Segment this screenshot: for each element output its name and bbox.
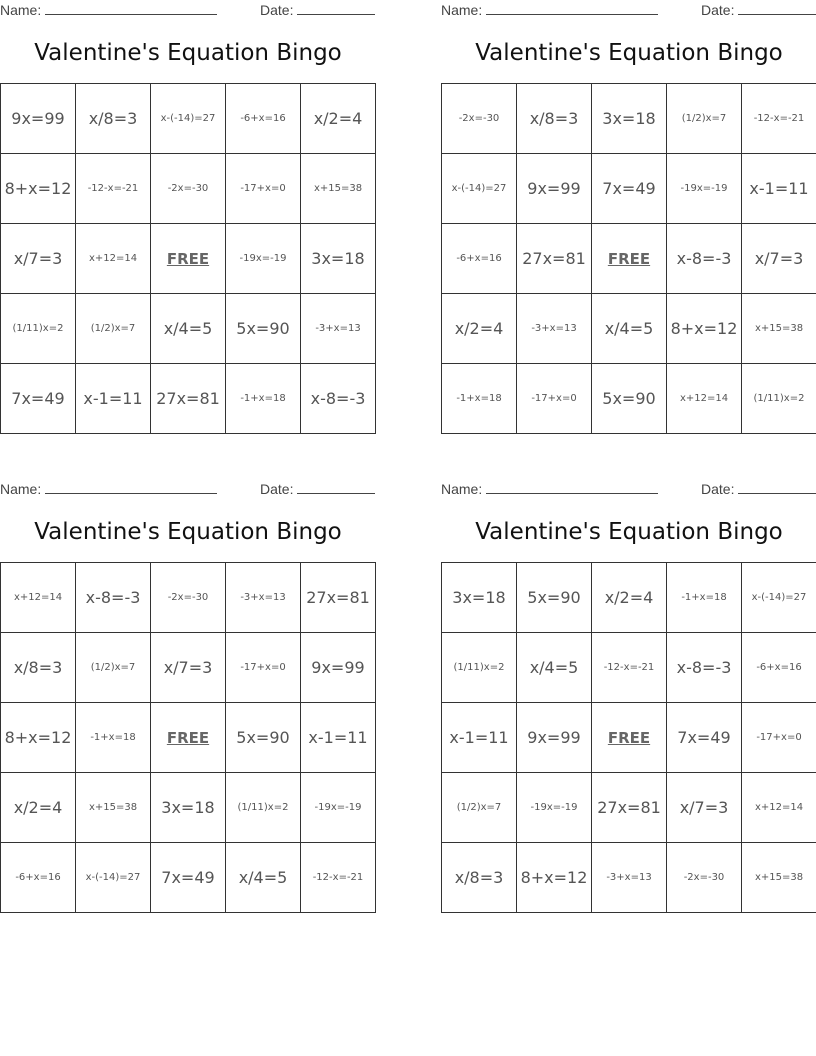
name-field [0, 481, 217, 497]
bingo-card [0, 0, 376, 440]
bingo-cell: -2x=-30 [442, 84, 517, 154]
bingo-cell: (1/2)x=7 [667, 84, 742, 154]
bingo-cell: x/4=5 [151, 294, 226, 364]
name-date-header [441, 481, 816, 499]
date-blank-line [297, 2, 375, 15]
bingo-cell: x/7=3 [151, 633, 226, 703]
bingo-cell: -3+x=13 [592, 843, 667, 913]
bingo-row [442, 294, 816, 364]
bingo-cell: (1/2)x=7 [76, 633, 151, 703]
bingo-cell: x+15=38 [301, 154, 376, 224]
bingo-row [442, 84, 816, 154]
bingo-card [441, 479, 816, 919]
name-field [441, 2, 658, 18]
date-label: Date: [701, 481, 735, 497]
bingo-cell: 9x=99 [301, 633, 376, 703]
bingo-row [1, 364, 376, 434]
date-blank-line [738, 481, 816, 494]
date-label: Date: [701, 2, 735, 18]
bingo-cell: -3+x=13 [517, 294, 592, 364]
name-label: Name: [441, 2, 483, 18]
bingo-grid [0, 83, 376, 434]
bingo-cell: x/8=3 [517, 84, 592, 154]
bingo-cell: -3+x=13 [226, 563, 301, 633]
bingo-cell: x/7=3 [1, 224, 76, 294]
bingo-row [1, 633, 376, 703]
bingo-cell: x/2=4 [592, 563, 667, 633]
bingo-cell: 3x=18 [151, 773, 226, 843]
name-date-header [441, 2, 816, 20]
bingo-row [1, 294, 376, 364]
bingo-cell: x-1=11 [76, 364, 151, 434]
bingo-cell: x-8=-3 [301, 364, 376, 434]
bingo-cell: (1/2)x=7 [442, 773, 517, 843]
bingo-row [1, 563, 376, 633]
bingo-row [442, 633, 816, 703]
bingo-cell: 8+x=12 [1, 154, 76, 224]
bingo-card [441, 0, 816, 440]
bingo-cell: -19x=-19 [517, 773, 592, 843]
bingo-cell: x-8=-3 [76, 563, 151, 633]
bingo-row [1, 843, 376, 913]
bingo-cell: -12-x=-21 [742, 84, 816, 154]
card-title: Valentine's Equation Bingo [475, 40, 783, 66]
date-field [701, 481, 816, 497]
free-space: FREE [151, 703, 226, 773]
bingo-cell: 27x=81 [517, 224, 592, 294]
bingo-cell: -1+x=18 [226, 364, 301, 434]
bingo-cell: -2x=-30 [151, 563, 226, 633]
bingo-cell: x/7=3 [667, 773, 742, 843]
date-label: Date: [260, 481, 294, 497]
bingo-cell: x/2=4 [301, 84, 376, 154]
free-space: FREE [592, 703, 667, 773]
bingo-cell: 8+x=12 [1, 703, 76, 773]
card-title: Valentine's Equation Bingo [34, 40, 342, 66]
name-label: Name: [0, 481, 42, 497]
bingo-cell: -6+x=16 [742, 633, 816, 703]
bingo-cell: -6+x=16 [442, 224, 517, 294]
name-blank-line [45, 2, 217, 15]
bingo-row [442, 364, 816, 434]
bingo-row [1, 703, 376, 773]
date-label: Date: [260, 2, 294, 18]
bingo-cell: x-(-14)=27 [442, 154, 517, 224]
bingo-cell: 8+x=12 [667, 294, 742, 364]
bingo-cell: x-(-14)=27 [151, 84, 226, 154]
bingo-cell: x-1=11 [742, 154, 816, 224]
bingo-row [1, 154, 376, 224]
bingo-row [442, 154, 816, 224]
bingo-cell: x+12=14 [1, 563, 76, 633]
name-blank-line [486, 2, 658, 15]
bingo-cell: 9x=99 [517, 154, 592, 224]
bingo-cell: 9x=99 [517, 703, 592, 773]
bingo-row [442, 703, 816, 773]
bingo-row [1, 224, 376, 294]
bingo-cell: -1+x=18 [76, 703, 151, 773]
bingo-cell: x-1=11 [442, 703, 517, 773]
bingo-cell: -1+x=18 [442, 364, 517, 434]
bingo-cell: x-8=-3 [667, 633, 742, 703]
bingo-cell: (1/11)x=2 [226, 773, 301, 843]
bingo-cell: x+12=14 [76, 224, 151, 294]
bingo-cell: -17+x=0 [742, 703, 816, 773]
bingo-cell: -12-x=-21 [76, 154, 151, 224]
bingo-cell: 7x=49 [1, 364, 76, 434]
name-field [0, 2, 217, 18]
bingo-cell: 27x=81 [592, 773, 667, 843]
bingo-cell: -12-x=-21 [592, 633, 667, 703]
bingo-cell: -3+x=13 [301, 294, 376, 364]
bingo-cell: -19x=-19 [667, 154, 742, 224]
name-date-header [0, 2, 376, 20]
bingo-cell: (1/11)x=2 [742, 364, 816, 434]
free-space: FREE [592, 224, 667, 294]
bingo-row [442, 563, 816, 633]
bingo-cell: x+12=14 [742, 773, 816, 843]
bingo-cell: x/7=3 [742, 224, 816, 294]
bingo-cell: x/4=5 [592, 294, 667, 364]
name-date-header [0, 481, 376, 499]
bingo-cell: 8+x=12 [517, 843, 592, 913]
bingo-cell: x+15=38 [742, 843, 816, 913]
bingo-cell: 7x=49 [667, 703, 742, 773]
bingo-cell: 7x=49 [592, 154, 667, 224]
bingo-cell: x-(-14)=27 [742, 563, 816, 633]
bingo-cell: -17+x=0 [226, 154, 301, 224]
bingo-cell: -6+x=16 [1, 843, 76, 913]
bingo-cell: -19x=-19 [226, 224, 301, 294]
name-blank-line [486, 481, 658, 494]
bingo-row [1, 773, 376, 843]
bingo-row [442, 773, 816, 843]
name-blank-line [45, 481, 217, 494]
bingo-cell: x-8=-3 [667, 224, 742, 294]
bingo-cell: (1/2)x=7 [76, 294, 151, 364]
bingo-cell: x/8=3 [76, 84, 151, 154]
name-label: Name: [441, 481, 483, 497]
bingo-cell: -19x=-19 [301, 773, 376, 843]
bingo-cell: 3x=18 [442, 563, 517, 633]
bingo-cell: -17+x=0 [517, 364, 592, 434]
bingo-grid [441, 83, 816, 434]
bingo-cell: -1+x=18 [667, 563, 742, 633]
date-blank-line [297, 481, 375, 494]
bingo-cell: x/2=4 [442, 294, 517, 364]
bingo-row [442, 843, 816, 913]
bingo-cell: x/4=5 [226, 843, 301, 913]
bingo-cell: -17+x=0 [226, 633, 301, 703]
bingo-cell: x/4=5 [517, 633, 592, 703]
bingo-cell: -6+x=16 [226, 84, 301, 154]
free-space: FREE [151, 224, 226, 294]
bingo-cell: -2x=-30 [667, 843, 742, 913]
bingo-cell: (1/11)x=2 [1, 294, 76, 364]
bingo-cell: x-1=11 [301, 703, 376, 773]
bingo-cell: -12-x=-21 [301, 843, 376, 913]
card-title: Valentine's Equation Bingo [475, 519, 783, 545]
bingo-cell: x/2=4 [1, 773, 76, 843]
bingo-cell: 5x=90 [592, 364, 667, 434]
card-title: Valentine's Equation Bingo [34, 519, 342, 545]
bingo-card [0, 479, 376, 919]
bingo-row [1, 84, 376, 154]
bingo-cell: 9x=99 [1, 84, 76, 154]
bingo-cell: 27x=81 [301, 563, 376, 633]
bingo-cell: x+12=14 [667, 364, 742, 434]
date-field [260, 2, 375, 18]
bingo-cell: (1/11)x=2 [442, 633, 517, 703]
name-field [441, 481, 658, 497]
name-label: Name: [0, 2, 42, 18]
date-blank-line [738, 2, 816, 15]
bingo-grid [441, 562, 816, 913]
date-field [701, 2, 816, 18]
bingo-cell: 5x=90 [226, 703, 301, 773]
bingo-cell: 7x=49 [151, 843, 226, 913]
date-field [260, 481, 375, 497]
bingo-cell: x/8=3 [442, 843, 517, 913]
bingo-cell: 5x=90 [517, 563, 592, 633]
bingo-cell: -2x=-30 [151, 154, 226, 224]
bingo-cell: 3x=18 [592, 84, 667, 154]
bingo-cell: 3x=18 [301, 224, 376, 294]
bingo-row [442, 224, 816, 294]
bingo-cell: x/8=3 [1, 633, 76, 703]
bingo-cell: 27x=81 [151, 364, 226, 434]
bingo-cell: x+15=38 [742, 294, 816, 364]
bingo-cell: 5x=90 [226, 294, 301, 364]
bingo-cell: x-(-14)=27 [76, 843, 151, 913]
bingo-grid [0, 562, 376, 913]
bingo-cell: x+15=38 [76, 773, 151, 843]
